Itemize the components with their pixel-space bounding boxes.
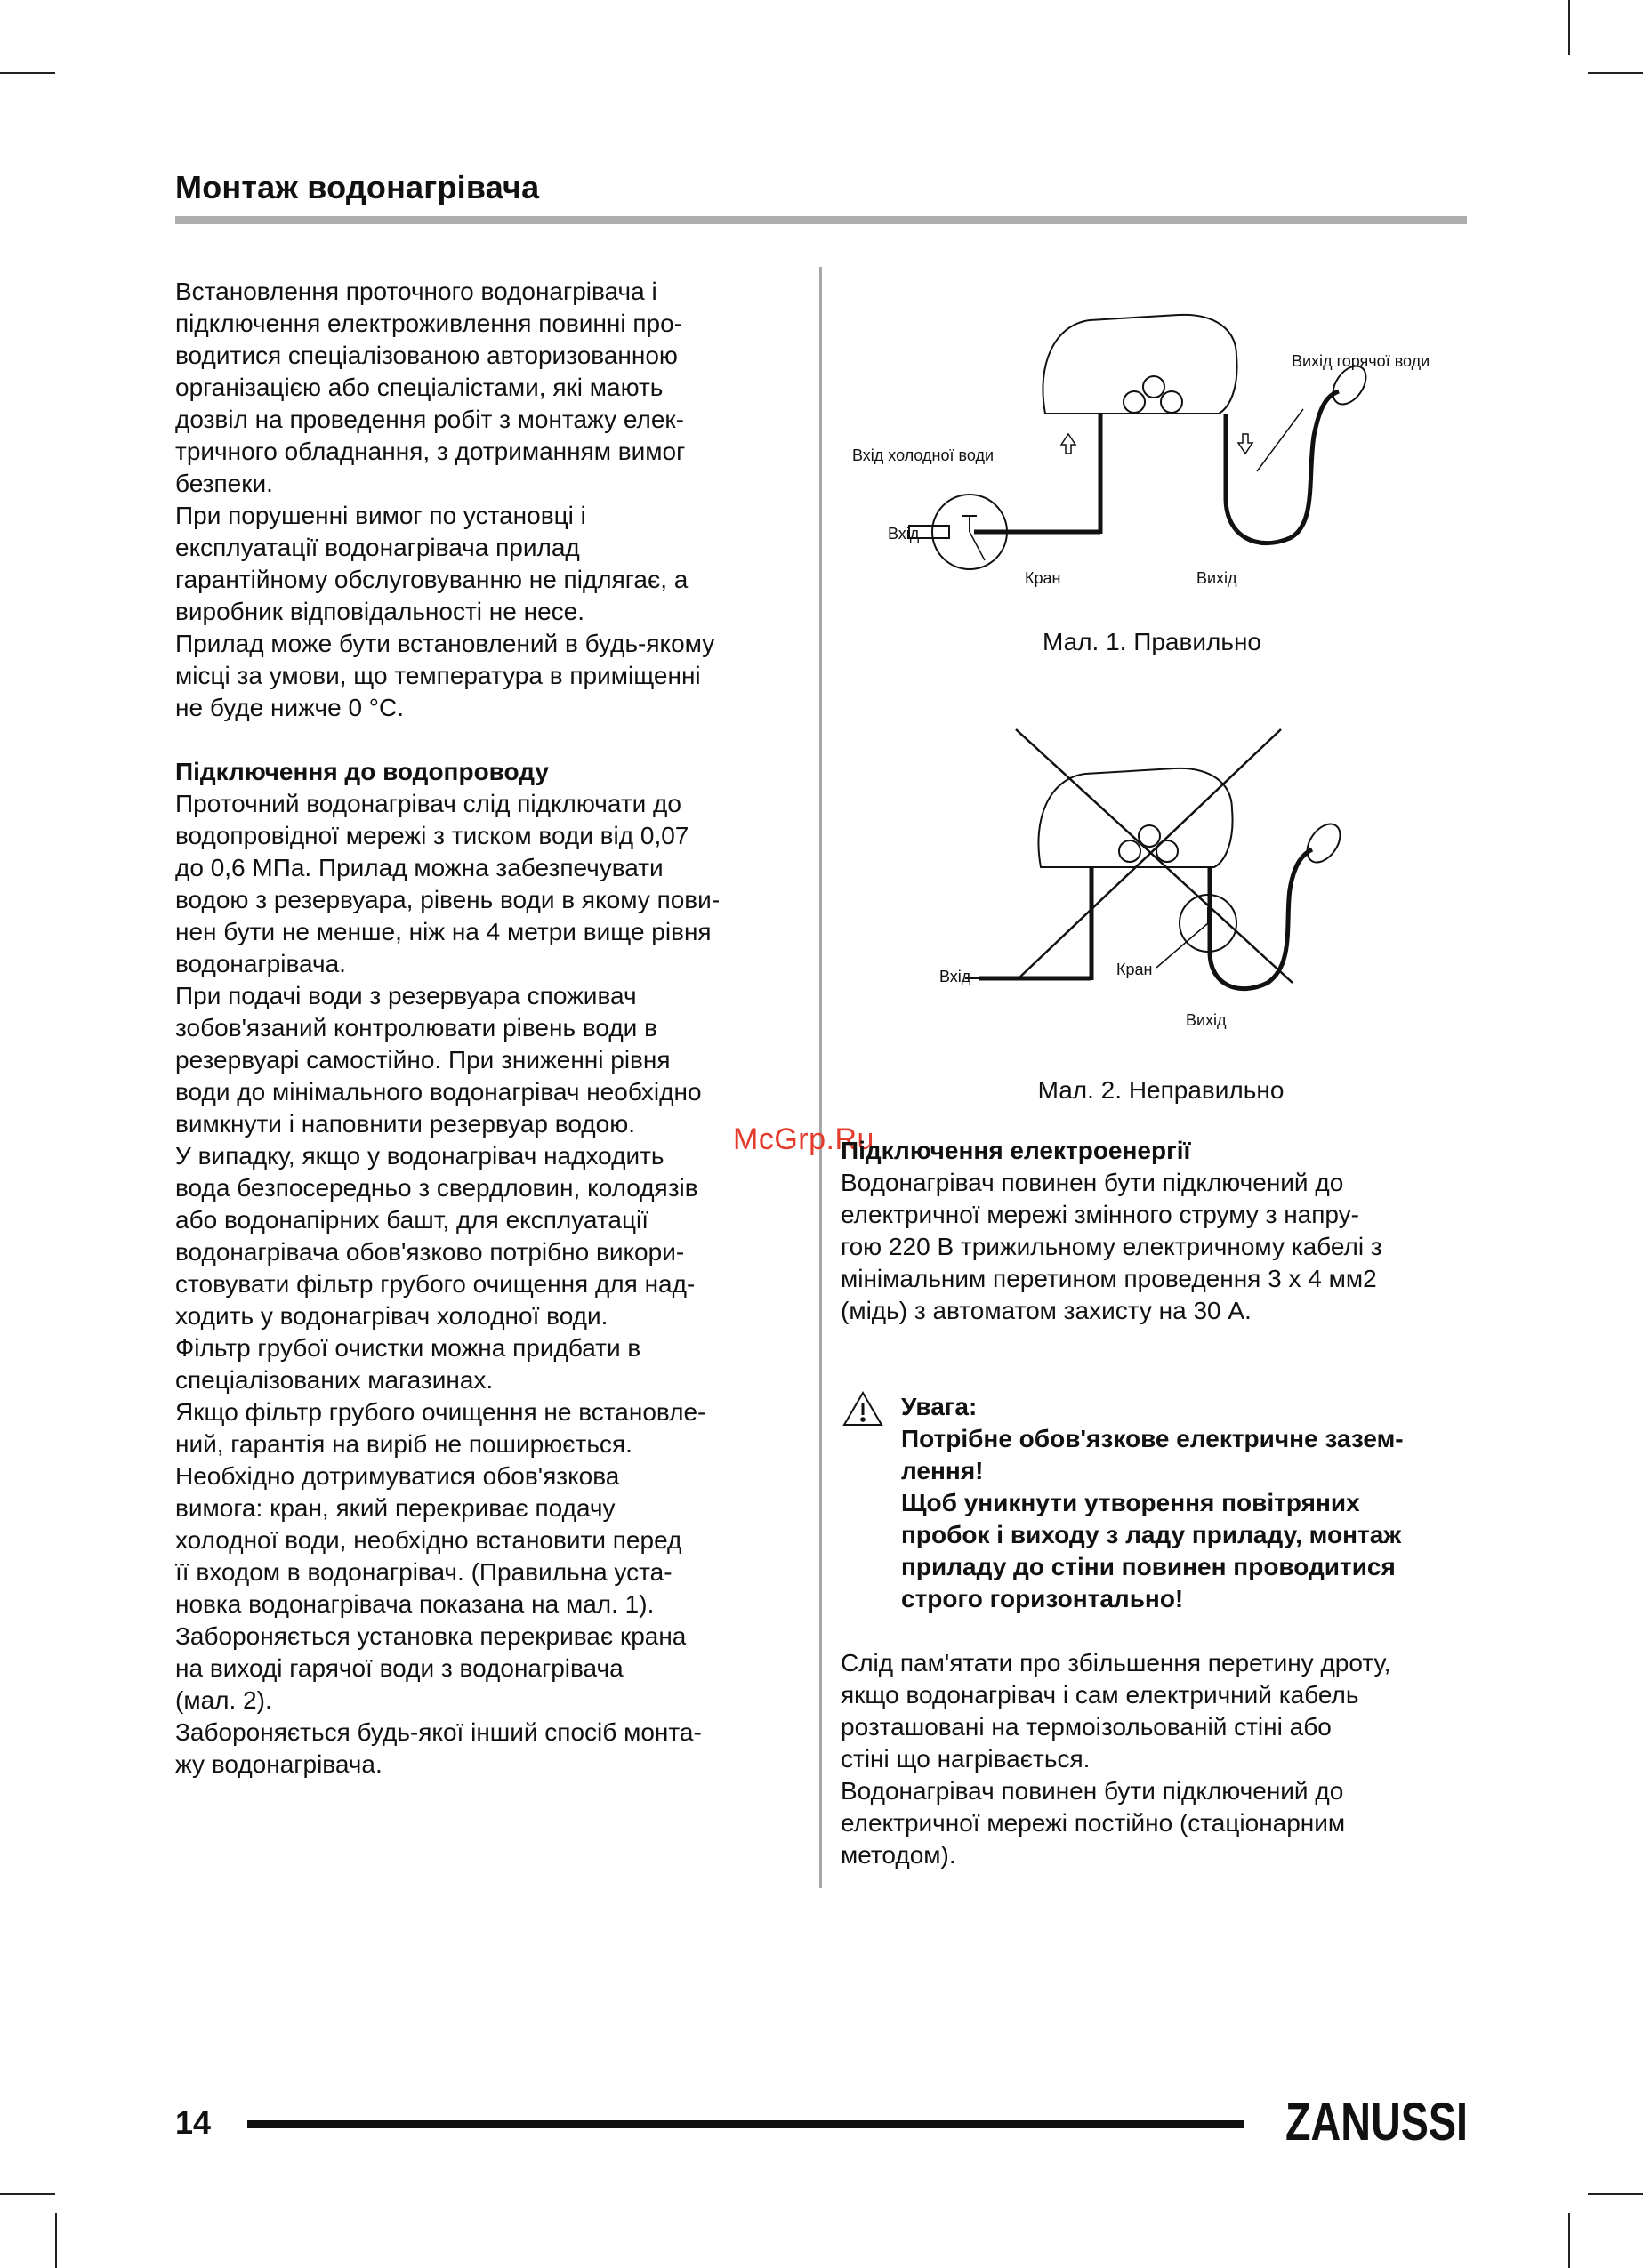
text-line: (мал. 2). [175,1686,272,1714]
label-inlet: Вхід [888,525,920,543]
text-line: водою з резервуара, рівень води в якому пови- [175,886,721,913]
text-line: водопровідної мережі з тиском води від 0,07 [175,822,689,849]
pointer-line [970,532,985,560]
arrow-down-icon [1238,434,1252,454]
text-line: холодної води, необхідно встановити перед [175,1526,682,1554]
text-line: Забороняється будь-якої інший спосіб монта- [175,1718,702,1746]
label-outlet: Вихід [1186,1011,1227,1029]
heater-body [1043,315,1236,414]
text-line: її входом в водонагрівач. (Правильна уста- [175,1558,673,1586]
text-line: електричної мережі постійно (стаціонарним [841,1809,1346,1837]
paragraph-gap [175,724,798,756]
page-title: Монтаж водонагрівача [175,169,540,205]
text-line: При подачі води з резервуара споживач [175,982,637,1009]
crop-mark [1568,2213,1570,2268]
text-line: Необхідно дотримуватися обов'язкова [175,1462,620,1490]
text-line: або водонапірних башт, для експлуатації [175,1206,648,1234]
text-line: електричної мережі змінного струму з напру- [841,1201,1359,1228]
outlet-hose [1226,391,1339,543]
pointer-line [1257,409,1303,471]
text-line: нен бути не менше, ніж на 4 метри вище рівня [175,918,712,945]
pointer-line [1156,923,1208,968]
section-heading-electric: Підключення електроенергії [841,1137,1191,1164]
text-line: експлуатації водонагрівача прилад [175,534,580,561]
text-line: резервуарі самостійно. При зниженні рівня [175,1046,671,1074]
warning-title: Увага: [901,1393,978,1420]
text-line: дозвіл на проведення робіт з монтажу елек- [175,406,685,433]
text-line: новка водонагрівача показана на мал. 1). [175,1590,655,1618]
figure1-caption: Мал. 1. Правильно [1043,628,1261,655]
text-line: спеціалізованих магазинах. [175,1366,494,1394]
text-line: Забороняється установка перекриває крана [175,1622,687,1650]
control-knob [1161,391,1182,413]
heater-body [1038,768,1232,867]
text-line: Водонагрівач повинен бути підключений до [841,1169,1344,1196]
title-rule [175,216,1467,224]
control-knob [1124,391,1145,413]
warning-line: приладу до стіни повинен проводитися [901,1553,1396,1580]
text-line: місці за умови, що температура в приміщенні [175,662,701,689]
text-line: Проточний водонагрівач слід підключати до [175,790,681,817]
text-line: організацією або спеціалістами, які мають [175,374,664,401]
label-hot-water-outlet: Вихід горячої води [1292,352,1430,370]
text-line: водонагрівача обов'язково потрібно викори- [175,1238,685,1266]
warning-line: строго горизонтально! [901,1585,1184,1613]
text-line: водонагрівача. [175,950,346,977]
crop-mark [1568,0,1570,55]
text-line: розташовані на термоізольованій стіні або [841,1713,1332,1741]
label-outlet: Вихід [1196,569,1237,587]
label-inlet: Вхід [939,968,971,985]
text-line: тричного обладнання, з дотриманням вимог [175,438,686,465]
text-line: до 0,6 МПа. Прилад можна забезпечувати [175,854,664,881]
footer-rule [247,2120,1244,2128]
text-line: При порушенні вимог по установці і [175,502,586,529]
warning-line: пробок і виходу з ладу приладу, монтаж [901,1521,1402,1548]
warning-block [841,1391,1472,1615]
warning-triangle-icon [842,1391,883,1427]
figure-incorrect-installation [841,729,1463,1041]
text-line: водитися спеціалізованою авторизованною [175,342,678,369]
text-line: вимога: кран, який перекриває подачу [175,1494,616,1522]
watermark: McGrp.Ru [733,1122,874,1156]
figure2-caption: Мал. 2. Неправильно [1037,1076,1285,1104]
text-line: Прилад може бути встановлений в будь-якому [175,630,715,657]
crop-mark [1588,2193,1643,2195]
svg-text:ZANUSSI: ZANUSSI [1285,2092,1468,2151]
control-knob [1119,840,1140,862]
crop-mark [0,2193,55,2195]
zanussi-logo [1285,2092,1468,2151]
arrow-up-icon [1061,434,1075,454]
crop-mark [0,72,55,74]
section-heading-plumbing: Підключення до водопроводу [175,758,549,785]
text-line: вимкнути і наповнити резервуар водою. [175,1110,635,1138]
paragraph-gap [841,1359,1472,1391]
text-line: (мідь) з автоматом захисту на 30 А. [841,1297,1252,1324]
crop-mark [55,2213,57,2268]
text-line: виробник відповідальності не несе. [175,598,584,625]
left-column [175,276,798,1781]
label-valve: Кран [1116,961,1153,978]
text-line: Якщо фільтр грубого очищення не встановле- [175,1398,706,1426]
warning-line: Потрібне обов'язкове електричне зазем- [901,1425,1404,1452]
warning-line: лення! [901,1457,984,1484]
text-line: якщо водонагрівач і сам електричний кабель [841,1681,1359,1709]
text-line: мінімальним перетином проведення 3 х 4 мм2 [841,1265,1377,1292]
text-line: підключення електроживлення повинні про- [175,310,682,337]
text-line: ходить у водонагрівач холодної води. [175,1302,608,1330]
text-line: Водонагрівач повинен бути підключений до [841,1777,1344,1805]
text-line: на виході гарячої води з водонагрівача [175,1654,624,1682]
text-line: Встановлення проточного водонагрівача і [175,277,657,305]
text-line: стіні що нагрівається. [841,1745,1091,1773]
text-line: жу водонагрівача. [175,1750,383,1778]
control-knob [1143,376,1164,398]
text-line: У випадку, якщо у водонагрівач надходить [175,1142,664,1170]
paragraph-gap [841,1615,1472,1647]
text-line: Фільтр грубої очистки можна придбати в [175,1334,641,1362]
label-cold-water-inlet: Вхід холодної води [852,446,995,464]
warning-line: Щоб уникнути утворення повітряних [901,1489,1360,1516]
outlet-hose [1210,849,1312,989]
text-line: ний, гарантія на виріб не поширюється. [175,1430,632,1458]
text-line: вода безпосередньо з свердловин, колодязів [175,1174,698,1202]
text-line: гою 220 В трижильному електричному кабелі з [841,1233,1382,1260]
label-valve: Кран [1025,569,1061,587]
text-line: не буде нижче 0 °С. [175,694,405,721]
text-line: зобов'язаний контролювати рівень води в [175,1014,657,1042]
shower-head [1301,818,1347,869]
text-line: безпеки. [175,470,273,497]
column-divider [819,267,822,1888]
text-line: стовувати фільтр грубого очищення для над- [175,1270,696,1298]
paragraph-gap [841,1327,1472,1359]
page-number: 14 [175,2104,212,2141]
text-line: методом). [841,1841,956,1869]
crop-mark [1588,72,1643,74]
cross-out-line [1016,729,1293,983]
text-line: води до мінімального водонагрівач необхідно [175,1078,702,1106]
text-line: Слід пам'ятати про збільшення перетину дроту, [841,1649,1391,1677]
right-column [841,1135,1472,1871]
text-line: гарантійному обслуговуванню не підлягає, а [175,566,689,593]
